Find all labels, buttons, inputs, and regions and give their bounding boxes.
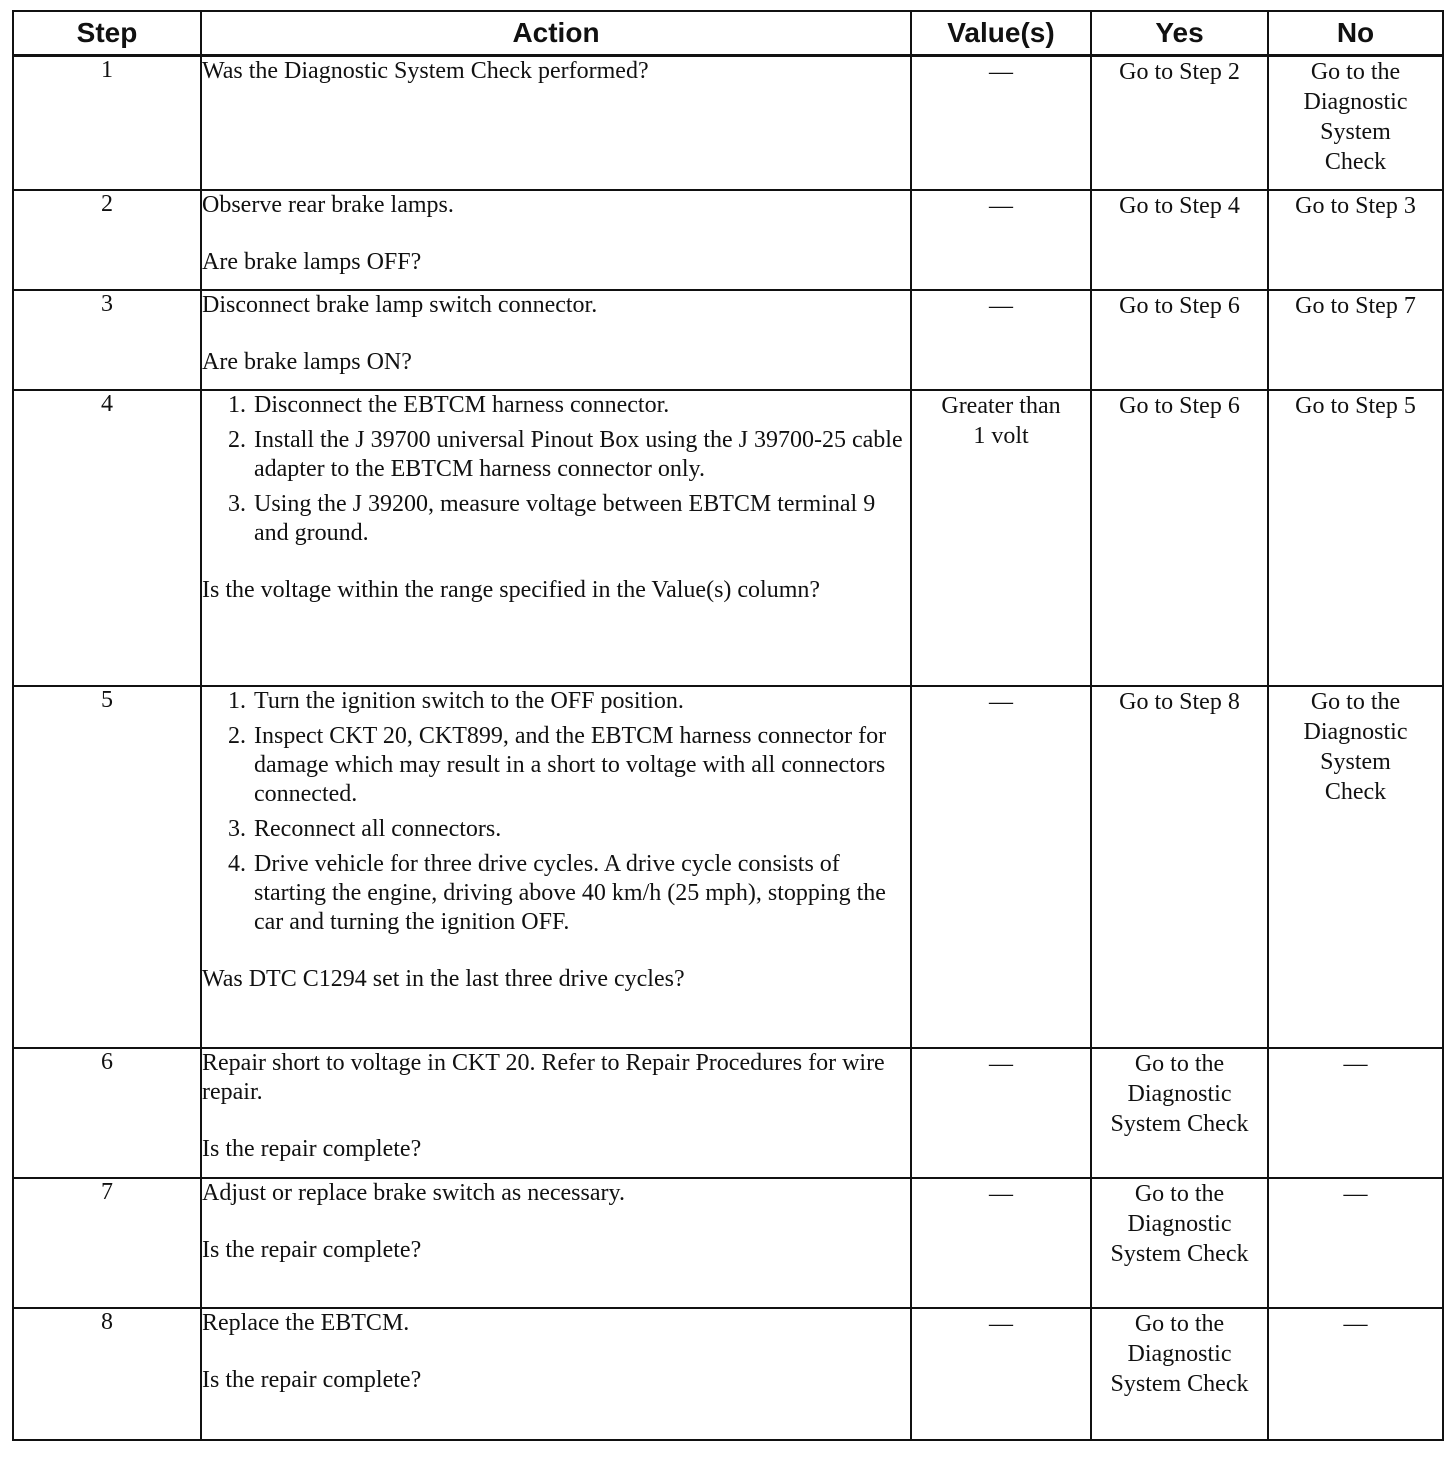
- action-question: Is the repair complete?: [202, 1236, 422, 1263]
- action-question: Is the voltage within the range specified in the Value(s) column?: [202, 576, 821, 603]
- action-question: Was the Diagnostic System Check performed?: [202, 58, 649, 84]
- diagnostic-table: [12, 10, 1444, 1441]
- action-question: Was DTC C1294 set in the last three drive cycles?: [202, 965, 685, 992]
- header-yes: Yes: [1091, 11, 1268, 56]
- action-instruction: Disconnect brake lamp switch connector.: [202, 291, 598, 318]
- action-cell: [201, 1308, 911, 1440]
- header-values: Value(s): [911, 11, 1091, 56]
- yes-cell: Go to Step 6: [1091, 390, 1268, 686]
- yes-cell: Go to the Diagnostic System Check: [1091, 1048, 1268, 1178]
- action-cell: [201, 390, 911, 686]
- action-instruction: Observe rear brake lamps.: [202, 191, 454, 218]
- action-instruction: Adjust or replace brake switch as necessary.: [202, 1179, 625, 1206]
- step-number: 5: [13, 686, 201, 1048]
- table-row: [13, 1048, 1443, 1178]
- action-step-item: 3. Using the J 39200, measure voltage between EBTCM terminal 9 and ground.: [252, 490, 910, 548]
- yes-cell: Go to the Diagnostic System Check: [1091, 1308, 1268, 1440]
- diagnostic-table-page: [12, 10, 1442, 1441]
- table-header-row: [13, 11, 1443, 56]
- yes-cell: Go to Step 2: [1091, 56, 1268, 190]
- action-cell: [201, 1048, 911, 1178]
- action-cell: [201, 190, 911, 290]
- action-step-item: 1. Turn the ignition switch to the OFF position.: [252, 687, 910, 716]
- value-cell: Greater than 1 volt: [911, 390, 1091, 686]
- no-cell: Go to the Diagnostic System Check: [1268, 686, 1443, 1048]
- table-row: [13, 1308, 1443, 1440]
- action-question: Is the repair complete?: [202, 1366, 422, 1393]
- yes-cell: Go to the Diagnostic System Check: [1091, 1178, 1268, 1308]
- action-question: Are brake lamps OFF?: [202, 248, 422, 275]
- action-step-item: 3. Reconnect all connectors.: [252, 815, 910, 844]
- value-cell: —: [911, 56, 1091, 190]
- no-cell: Go to the Diagnostic System Check: [1268, 56, 1443, 190]
- action-instruction: Replace the EBTCM.: [202, 1309, 410, 1336]
- no-cell: Go to Step 5: [1268, 390, 1443, 686]
- table-row: [13, 686, 1443, 1048]
- header-action: Action: [201, 11, 911, 56]
- no-cell: Go to Step 7: [1268, 290, 1443, 390]
- no-cell: —: [1268, 1048, 1443, 1178]
- yes-cell: Go to Step 6: [1091, 290, 1268, 390]
- header-no: No: [1268, 11, 1443, 56]
- value-cell: —: [911, 1308, 1091, 1440]
- table-row: [13, 290, 1443, 390]
- step-number: 6: [13, 1048, 201, 1178]
- table-row: [13, 390, 1443, 686]
- action-steps-list: [224, 687, 910, 937]
- action-step-item: 4. Drive vehicle for three drive cycles. A drive cycle consists of starting the engine, driving above 40 km/h (25 mph), stopping the car and turning the ignition OFF.: [252, 850, 910, 937]
- no-cell: —: [1268, 1308, 1443, 1440]
- value-cell: —: [911, 686, 1091, 1048]
- step-number: 4: [13, 390, 201, 686]
- table-row: [13, 190, 1443, 290]
- table-row: [13, 56, 1443, 190]
- no-cell: —: [1268, 1178, 1443, 1308]
- action-instruction: Repair short to voltage in CKT 20. Refer to Repair Procedures for wire repair.: [202, 1049, 885, 1105]
- action-question: Are brake lamps ON?: [202, 348, 412, 375]
- action-cell: [201, 290, 911, 390]
- step-number: 7: [13, 1178, 201, 1308]
- action-step-item: 2. Inspect CKT 20, CKT899, and the EBTCM harness connector for damage which may result in a short to voltage with all connectors connected.: [252, 722, 910, 809]
- step-number: 1: [13, 56, 201, 190]
- value-cell: —: [911, 190, 1091, 290]
- no-cell: Go to Step 3: [1268, 190, 1443, 290]
- action-cell: [201, 56, 911, 190]
- step-number: 2: [13, 190, 201, 290]
- step-number: 3: [13, 290, 201, 390]
- step-number: 8: [13, 1308, 201, 1440]
- action-steps-list: [224, 391, 910, 548]
- action-step-item: 1. Disconnect the EBTCM harness connector.: [252, 391, 910, 420]
- action-question: Is the repair complete?: [202, 1135, 422, 1162]
- yes-cell: Go to Step 8: [1091, 686, 1268, 1048]
- value-cell: —: [911, 1178, 1091, 1308]
- action-cell: [201, 686, 911, 1048]
- yes-cell: Go to Step 4: [1091, 190, 1268, 290]
- table-row: [13, 1178, 1443, 1308]
- header-step: Step: [13, 11, 201, 56]
- action-step-item: 2. Install the J 39700 universal Pinout Box using the J 39700-25 cable adapter to the EBTCM harness connector only.: [252, 426, 910, 484]
- action-cell: [201, 1178, 911, 1308]
- value-cell: —: [911, 1048, 1091, 1178]
- value-cell: —: [911, 290, 1091, 390]
